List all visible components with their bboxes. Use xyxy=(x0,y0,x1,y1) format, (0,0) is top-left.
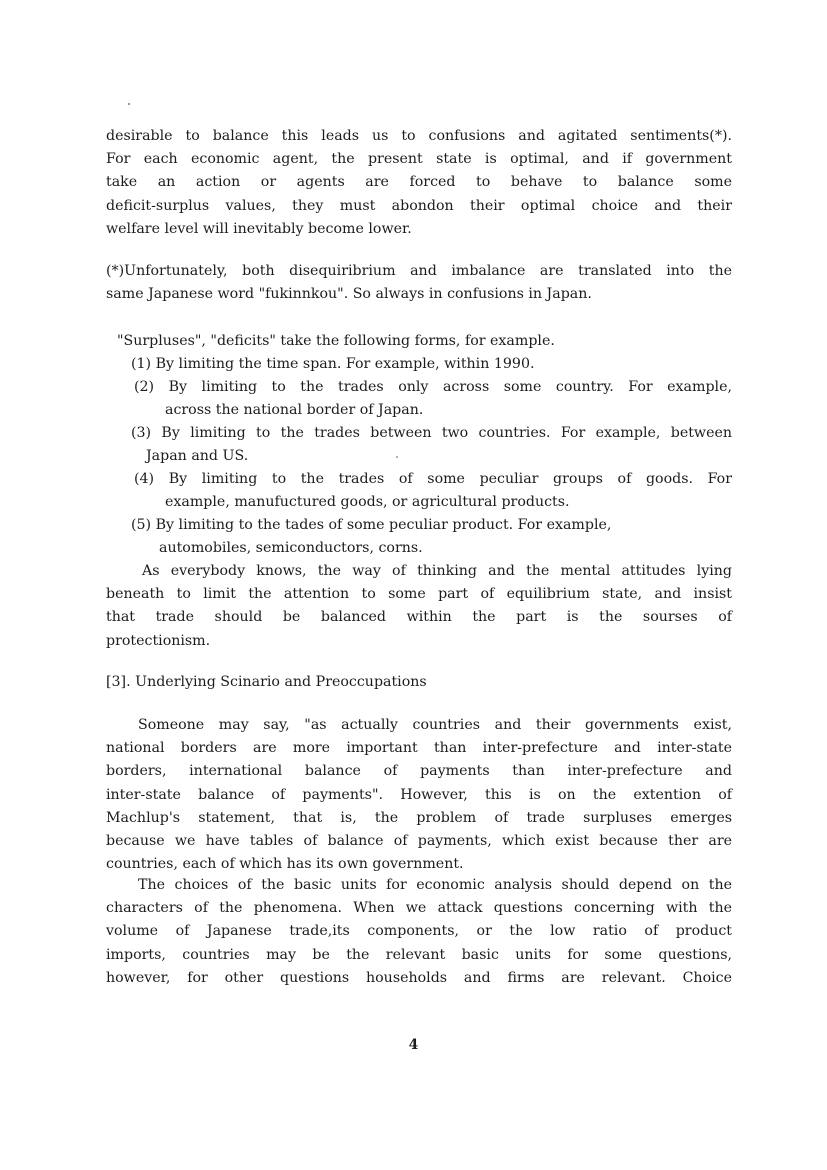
text-line: Someone may say, "as actually countries and their governments exist, xyxy=(138,717,732,733)
text-line: countries, each of which has its own government. xyxy=(106,856,464,873)
list-item xyxy=(131,514,732,560)
footnote xyxy=(106,260,732,306)
text-line: For each economic agent, the present state is optimal, and if government xyxy=(106,151,732,168)
text-line: because we have tables of balance of payments, which exist because ther are xyxy=(106,833,732,850)
page-number: 4 xyxy=(408,1037,419,1053)
paragraph-1 xyxy=(106,125,732,241)
list-item xyxy=(134,468,732,514)
text-line: welfare level will inevitably become lower. xyxy=(106,220,412,237)
text-line: example, manufuctured goods, or agricultural products. xyxy=(165,494,570,511)
text-line: (4) By limiting to the trades of some peculiar groups of goods. For xyxy=(134,471,732,487)
list-item xyxy=(131,353,732,376)
text-line: (1) By limiting the time span. For example, within 1990. xyxy=(131,356,535,372)
text-line: desirable to balance this leads us to confusions and agitated sentiments(*). xyxy=(106,128,732,144)
text-line: volume of Japanese trade,its components, or the low ratio of product xyxy=(106,923,732,940)
text-line: national borders are more important than inter-prefecture and inter-state xyxy=(106,740,732,757)
text-line: however, for other questions households and firms are relevant. Choice xyxy=(106,969,732,986)
paragraph-4 xyxy=(106,874,732,990)
text-line: take an action or agents are forced to behave to balance some xyxy=(106,174,732,191)
text-line: Japan and US. xyxy=(146,448,249,465)
text-line: across the national border of Japan. xyxy=(165,402,424,419)
text-line: (5) By limiting to the tades of some peculiar product. For example, xyxy=(131,517,612,533)
text-line: automobiles, semiconductors, corns. xyxy=(159,540,423,557)
scan-speck xyxy=(128,103,130,105)
text-line: that trade should be balanced within the part is the sourses of xyxy=(106,609,732,626)
text-line: The choices of the basic units for economic analysis should depend on the xyxy=(138,877,732,893)
text-line: deficit-surplus values, they must abondon their optimal choice and their xyxy=(106,197,732,214)
text-line: characters of the phenomena. When we attack questions concerning with the xyxy=(106,900,732,917)
text-line: inter-state balance of payments". However, this is on the extention of xyxy=(106,786,732,803)
text-line: imports, countries may be the relevant basic units for some questions, xyxy=(106,946,732,963)
text-line: As everybody knows, the way of thinking and the mental attitudes lying xyxy=(142,563,732,579)
paragraph-3 xyxy=(106,714,732,876)
text-line: beneath to limit the attention to some part of equilibrium state, and insist xyxy=(106,586,732,603)
list-intro xyxy=(117,330,732,353)
list-item xyxy=(134,376,732,422)
section-heading: [3]. Underlying Scinario and Preoccupations xyxy=(106,674,427,690)
text-line: same Japanese word "fukinnkou". So always in confusions in Japan. xyxy=(106,286,592,303)
list-item xyxy=(131,422,732,468)
text-line: protectionism. xyxy=(106,632,211,649)
text-line: Machlup's statement, that is, the problem of trade surpluses emerges xyxy=(106,809,732,826)
text-line: (2) By limiting to the trades only across some country. For example, xyxy=(134,379,732,395)
text-line: (*)Unfortunately, both disequiribrium and imbalance are translated into the xyxy=(106,263,732,279)
paragraph-2 xyxy=(106,560,732,653)
text-line: "Surpluses", "deficits" take the following forms, for example. xyxy=(117,333,555,349)
text-line: (3) By limiting to the trades between two countries. For example, between xyxy=(131,425,732,441)
text-line: borders, international balance of payments than inter-prefecture and xyxy=(106,763,732,780)
